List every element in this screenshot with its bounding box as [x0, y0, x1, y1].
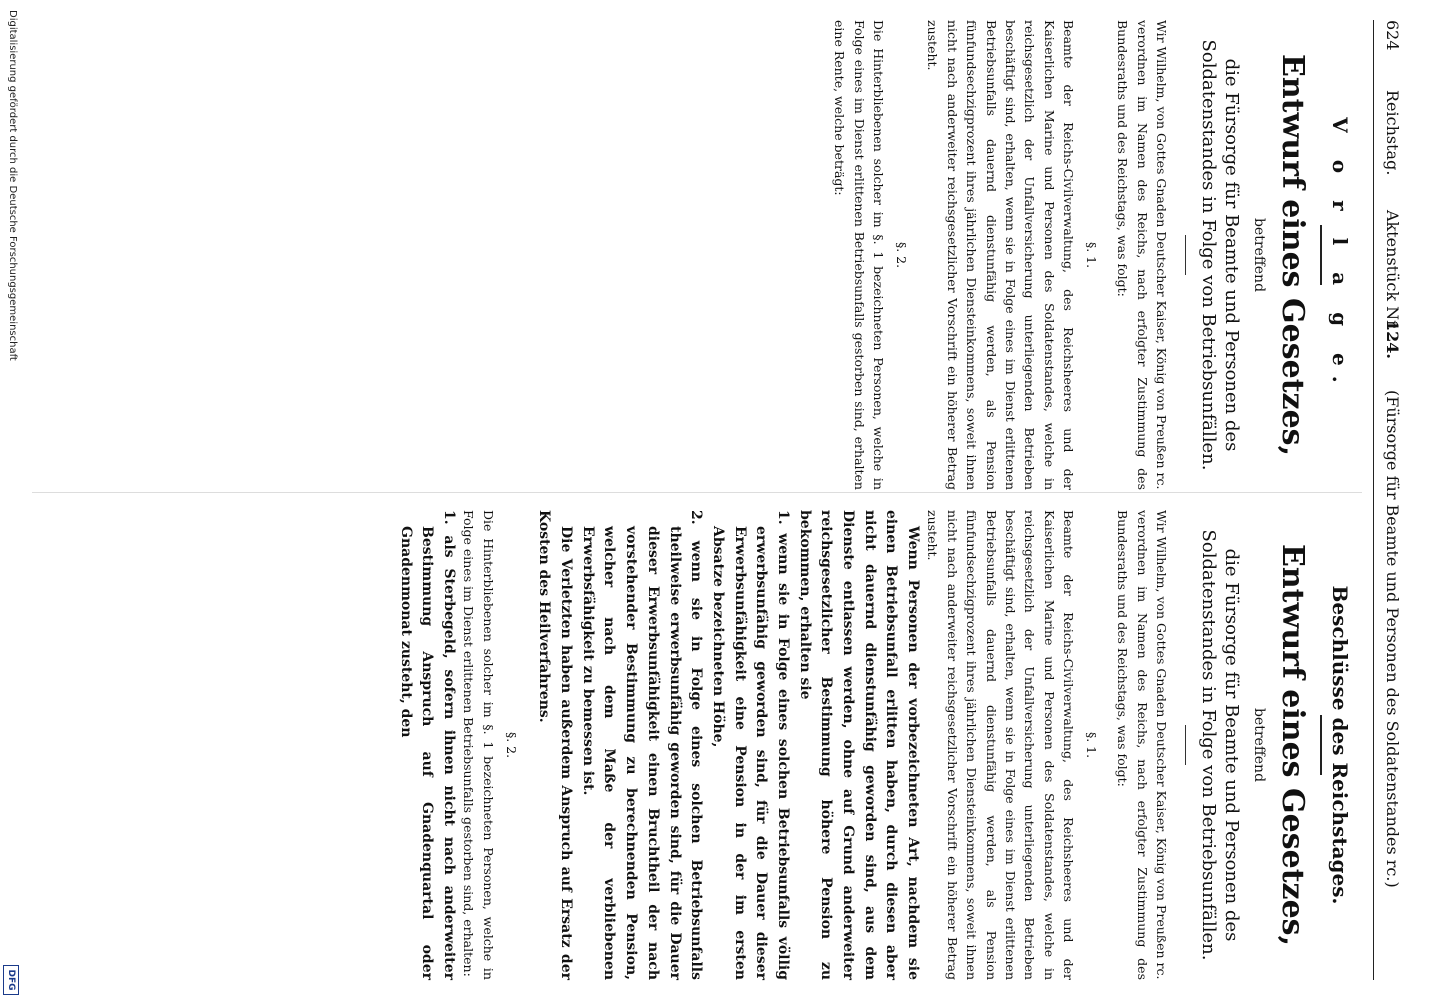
law-subject: die Fürsorge für Beamte und Personen des Soldatenstandes in Folge von Betriebsunfällen. — [1197, 39, 1242, 471]
amendment-item-1: 1. wenn sie in Folge eines solchen Betriebsunfalls völlig erwerbsunfähig geworden sind, für die Dauer dieser Erwerbsunfähigkeit eine Pension in der im ersten Absatze bezeichneten Höhe, — [709, 510, 791, 980]
paragraph-1-text: Beamte der Reichs-Civilverwaltung, des Reichsheeres und der Kaiserlichen Marine und Personen des Soldatenstandes, welche in reichsgesetzlich der Unfallversicherung unterliegenden Betrieben beschäftigt sind, erhalten, wenn sie in Folge eines im Dienst erlittenen Betriebsunfalls dauernd dienstunfähig werden, als Pension fünfundsechzigprozent ihres jährlichen Diensteinkommens, soweit ihnen nicht nach anderweiter reichsgesetzlicher Vorschrift ein höherer Betrag zusteht. — [925, 510, 1077, 980]
law-subject: die Fürsorge für Beamte und Personen des Soldatenstandes in Folge von Betriebsunfällen. — [1197, 529, 1242, 961]
paragraph-2-text: Die Hinterbliebenen solcher im §. 1 bezeichneten Personen, welche in Folge eines im Dienst erlittenen Betriebsunfalls gestorben sind, erhalten eine Rente, welche beträgt: — [832, 20, 887, 490]
paragraph-1-label: §. 1. — [1084, 731, 1100, 759]
column-divider — [32, 492, 1362, 493]
survivor-item-1: 1. als Sterbegeld, sofern ihnen nicht nach anderweiter Bestimmung Anspruch auf Gnadenquartal oder Gnadenmonat zusteht, den — [397, 510, 457, 980]
law-title: Entwurf eines Gesetzes, — [1275, 53, 1310, 457]
paragraph-1-text: Beamte der Reichs-Civilverwaltung, des Reichsheeres und der Kaiserlichen Marine und Personen des Soldatenstandes, welche in reichsgesetzlich der Unfallversicherung unterliegenden Betrieben beschäftigt sind, erhalten, wenn sie in Folge eines im Dienst erlittenen Betriebsunfalls dauernd dienstunfähig werden, als Pension fünfundsechzigprozent ihres jährlichen Diensteinkommens, soweit ihnen nicht nach anderweiter reichsgesetzlicher Vorschrift ein höherer Betrag zusteht. — [925, 20, 1077, 490]
betreffend-label: betreffend — [1251, 707, 1267, 783]
vorlage-heading: V o r l a g e. — [1328, 117, 1352, 393]
beschluesse-column — [394, 510, 1352, 980]
heading-rule — [1320, 225, 1322, 285]
paragraph-1-amendment-end: Die Verletzten haben außerdem Anspruch auf Ersatz der Kosten des Heilverfahrens. — [536, 510, 575, 980]
intro-line-2: verordnen im Namen des Reichs, nach erfolgter Zustimmung des Bundesraths und des Reichstags, was folgt: — [1115, 510, 1150, 980]
intro-line-2: verordnen im Namen des Reichs, nach erfolgter Zustimmung des Bundesraths und des Reichstags, was folgt: — [1115, 20, 1150, 490]
intro-line-1: Wir Wilhelm, von Gottes Gnaden Deutscher Kaiser, König von Preußen rc. — [1154, 510, 1170, 980]
survivor-list — [394, 510, 459, 980]
dfg-logo: DFG — [3, 965, 19, 995]
subject-rule — [1185, 725, 1186, 765]
heading-rule — [1320, 715, 1322, 775]
paragraph-2-label: §. 2. — [894, 241, 910, 269]
subject-rule — [1185, 235, 1186, 275]
amendment-list — [576, 510, 793, 980]
law-title: Entwurf eines Gesetzes, — [1275, 543, 1310, 947]
paragraph-2-label: §. 2. — [503, 731, 519, 759]
digitization-footer — [2, 0, 20, 1000]
header-doc-number: 124. — [1383, 320, 1402, 359]
header-doc-label: Aktenstück Nr. — [1383, 210, 1402, 332]
header-divider — [1373, 20, 1374, 980]
paragraph-1-amendment: Wenn Personen der vorbezeichneten Art, nachdem sie einen Betriebsunfall erlitten haben, durch diesen aber nicht dauernd dienstunfähig geworden sind, aus dem Dienste entlassen werden, ohne auf Grund anderweiter reichsgesetzlicher Bestimmung höhere Pension zu bekommen, erhalten sie — [796, 510, 922, 980]
amendment-item-2: 2. wenn sie in Folge eines solchen Betriebsunfalls theilweise erwerbsunfähig geworden sind, für die Dauer dieser Erwerbsunfähigkeit einen Bruchtheil der nach vorstehender Bestimmung zu berechnenden Pension, welcher nach dem Maße der verbliebenen Erwerbsfähigkeit zu bemessen ist. — [579, 510, 705, 980]
page-number: 624 — [1383, 20, 1402, 51]
paragraph-2-text: Die Hinterbliebenen solcher im §. 1 bezeichneten Personen, welche in Folge eines im Dienst erlittenen Betriebsunfalls gestorben sind, erhalten: — [461, 510, 496, 980]
running-header — [1378, 20, 1402, 980]
header-topic: (Fürsorge für Beamte und Personen des Soldatenstandes rc.) — [1383, 390, 1402, 888]
paragraph-1-label: §. 1. — [1084, 241, 1100, 269]
beschluesse-heading: Beschlüsse des Reichstages. — [1328, 585, 1352, 905]
header-source: Reichstag. — [1383, 90, 1402, 176]
footer-credit: Digitalisierung gefördert durch die Deutsche Forschungsgemeinschaft — [7, 10, 18, 361]
betreffend-label: betreffend — [1251, 217, 1267, 293]
intro-line-1: Wir Wilhelm, von Gottes Gnaden Deutscher Kaiser, König von Preußen rc. — [1154, 20, 1170, 490]
vorlage-column — [830, 20, 1352, 490]
